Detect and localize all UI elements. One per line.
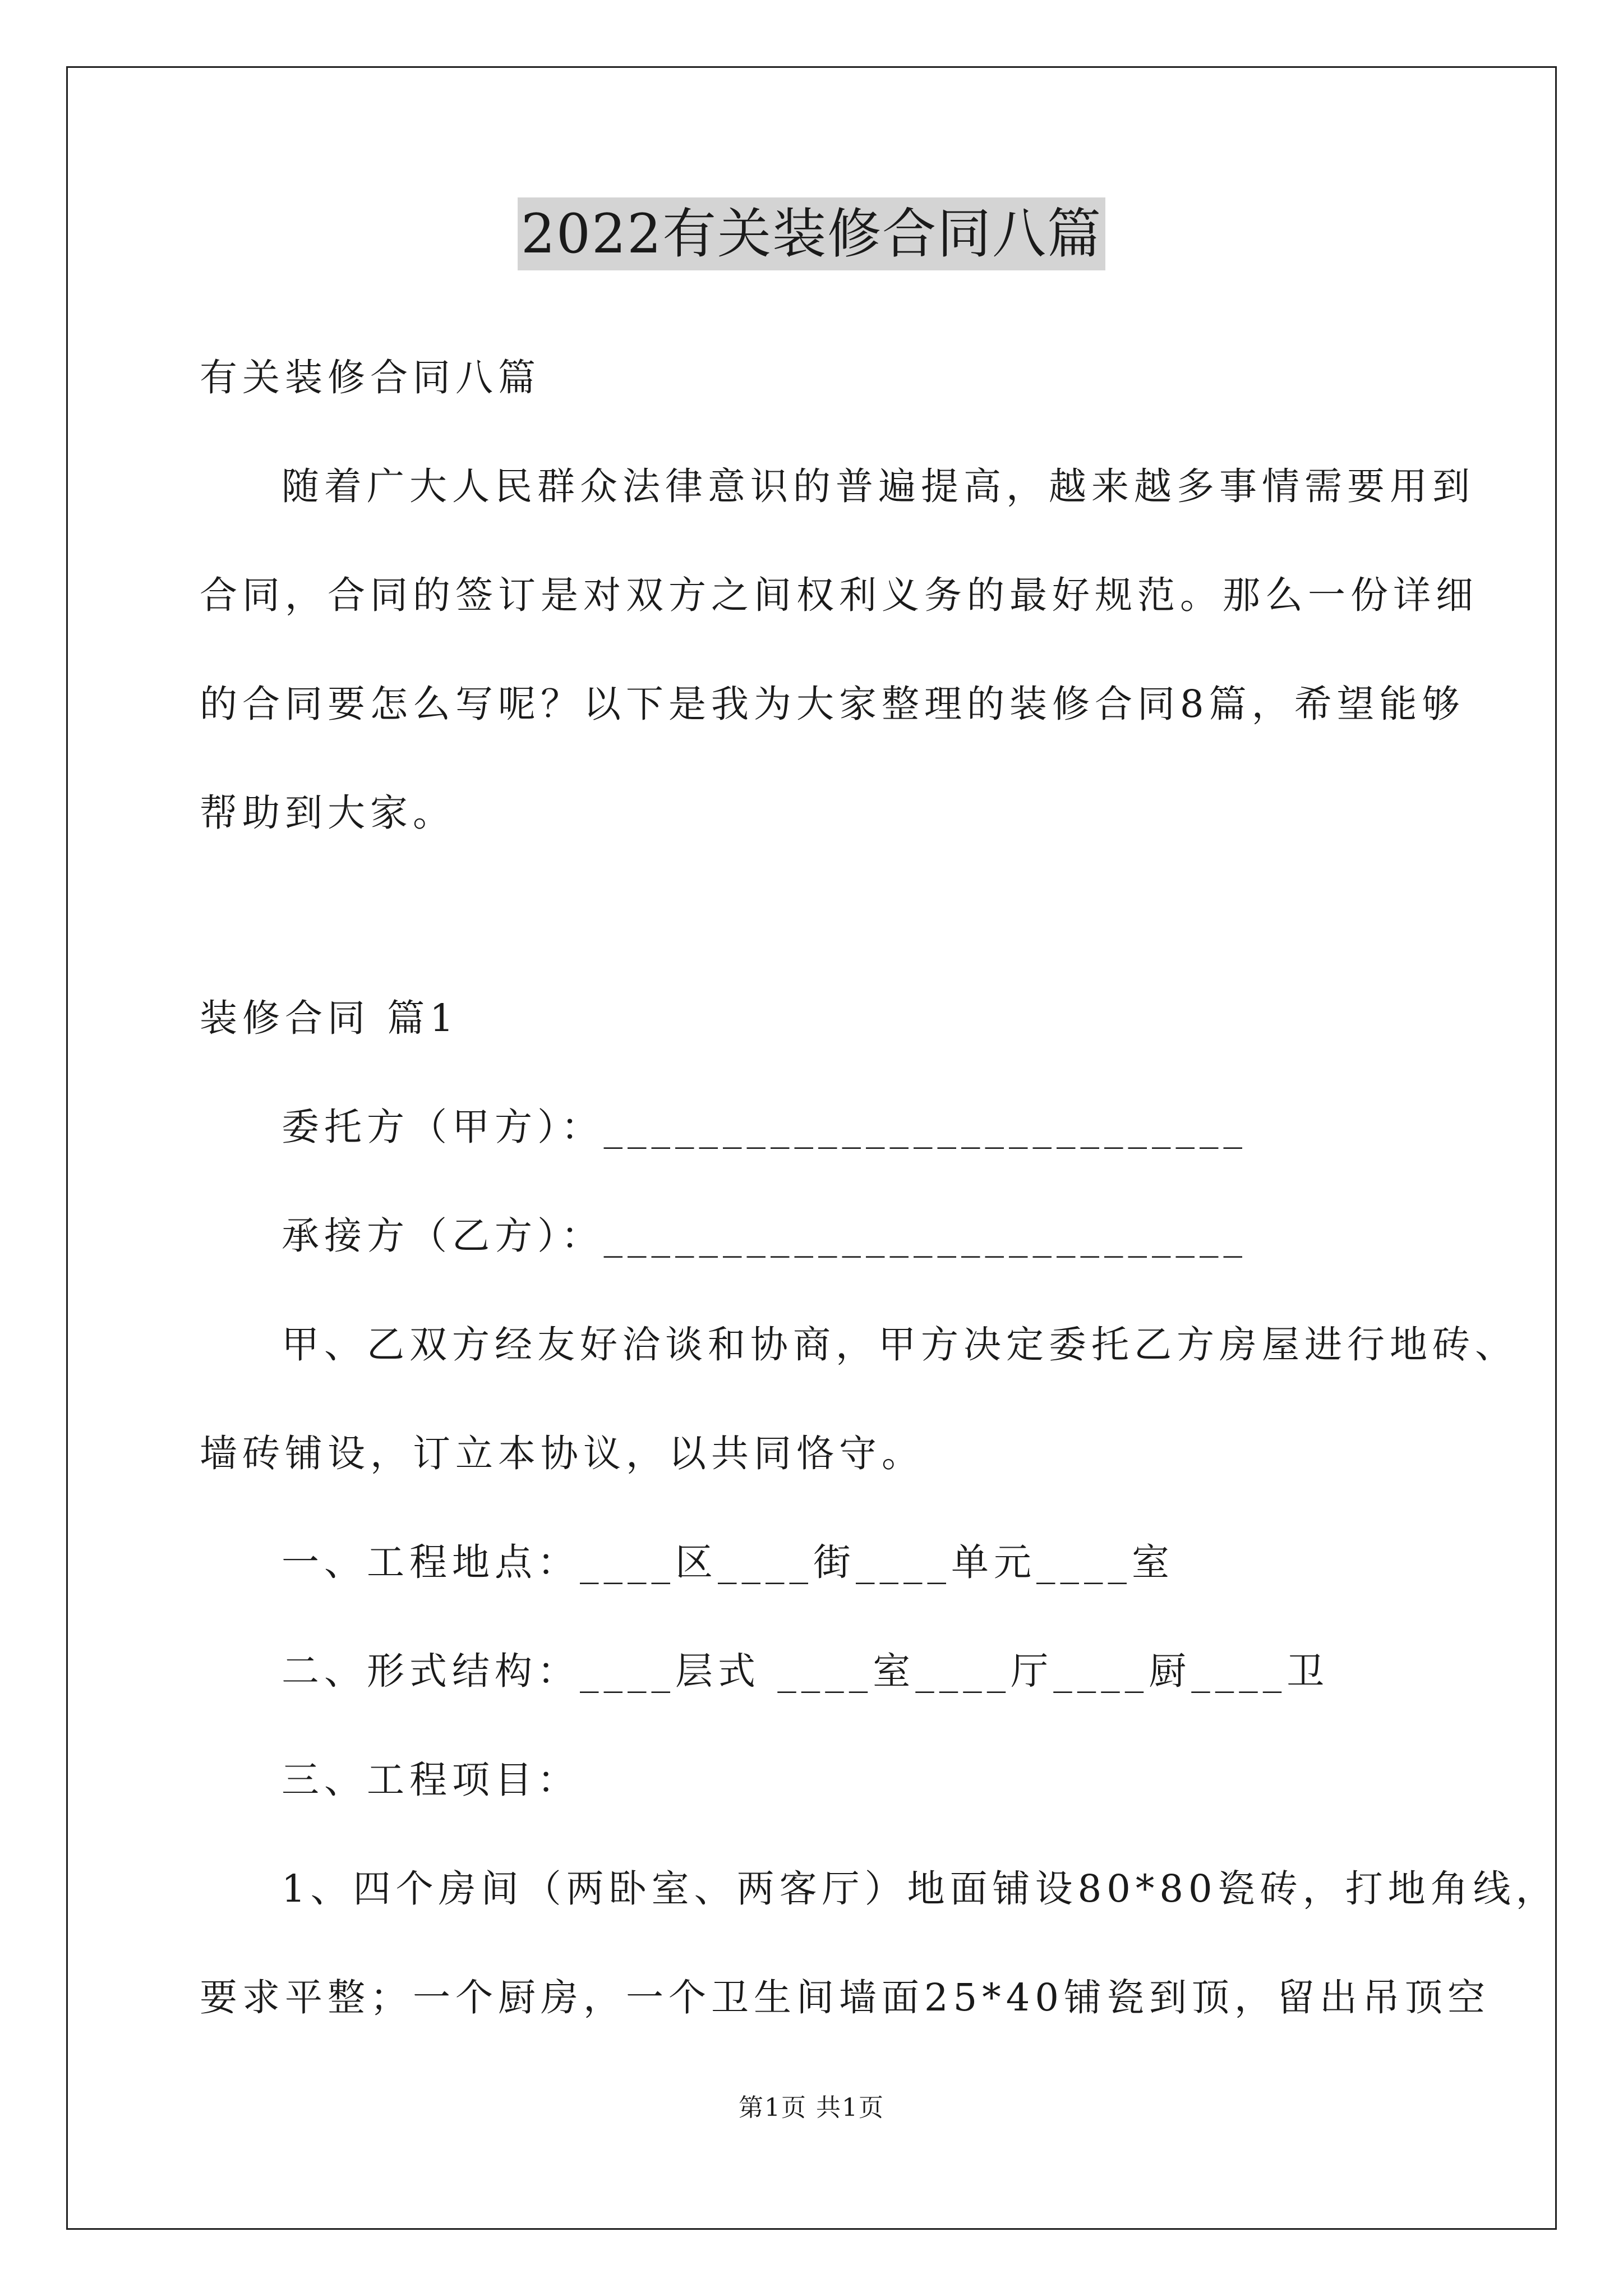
intro-line-2: 合同，合同的签订是对双方之间权利义务的最好规范。那么一份详细 xyxy=(200,573,1478,617)
section-heading: 装修合同 篇1 xyxy=(200,996,459,1040)
agreement-line-1: 甲、乙双方经友好洽谈和协商，甲方决定委托乙方房屋进行地砖、 xyxy=(282,1323,1518,1366)
document-title: 2022有关装修合同八篇 xyxy=(518,197,1105,270)
item-line-1: 1、四个房间（两卧室、两客厅）地面铺设80*80瓷砖，打地角线， xyxy=(282,1867,1559,1911)
party-b-line: 承接方（乙方）：___________________________ xyxy=(282,1214,1247,1258)
intro-line-3: 的合同要怎么写呢？以下是我为大家整理的装修合同8篇，希望能够 xyxy=(200,682,1465,726)
page-number: 第1页 共1页 xyxy=(739,2093,884,2122)
intro-line-4: 帮助到大家。 xyxy=(200,791,455,835)
clause-structure: 二、形式结构：____层式 ____室____厅____厨____卫 xyxy=(282,1649,1330,1693)
clause-location: 一、工程地点：____区____街____单元____室 xyxy=(282,1540,1174,1584)
item-line-2: 要求平整；一个厨房，一个卫生间墙面25*40铺瓷到顶，留出吊顶空 xyxy=(200,1976,1491,2019)
party-a-line: 委托方（甲方）：___________________________ xyxy=(282,1105,1247,1149)
agreement-line-2: 墙砖铺设，订立本协议，以共同恪守。 xyxy=(200,1432,924,1475)
clause-projects: 三、工程项目： xyxy=(282,1758,580,1802)
intro-line-1: 随着广大人民群众法律意识的普遍提高，越来越多事情需要用到 xyxy=(282,464,1475,508)
document-subtitle: 有关装修合同八篇 xyxy=(200,356,541,399)
